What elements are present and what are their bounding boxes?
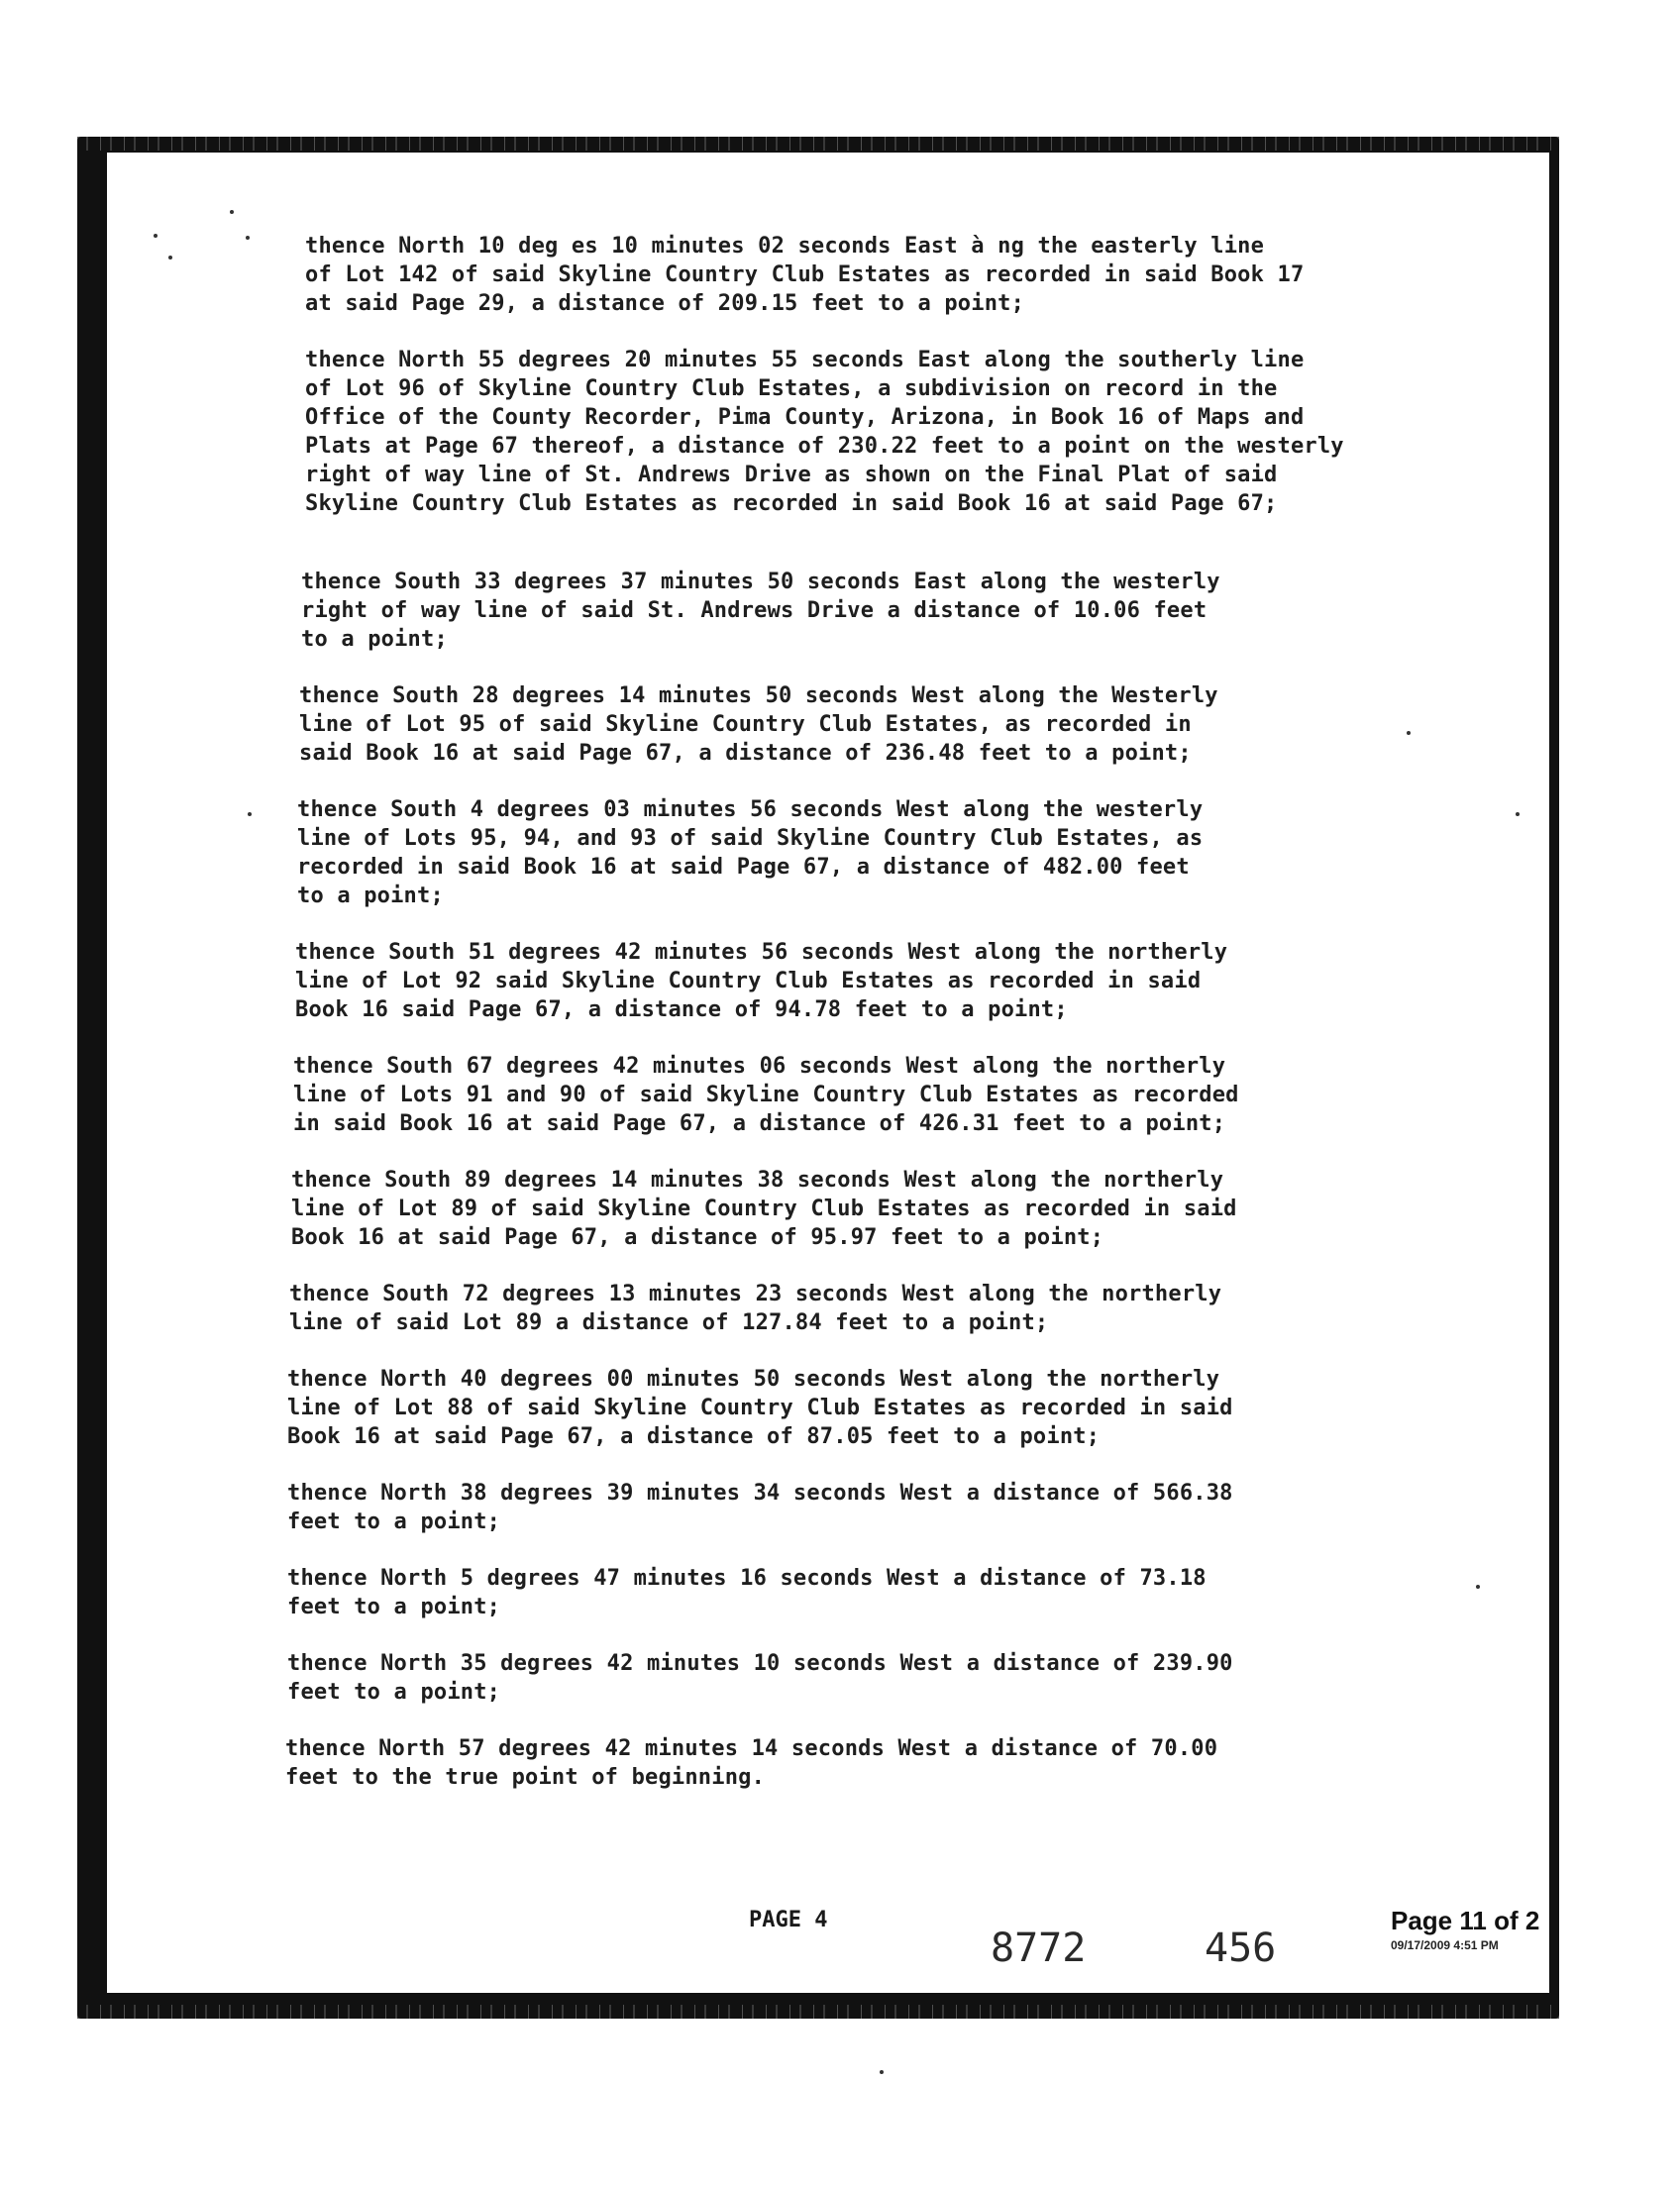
scan-speck xyxy=(880,2070,884,2074)
paragraph: thence North 10 deg es 10 minutes 02 seconds East à ng the easterly line of Lot 142 of said Skyline Country Club Estates as recorded in said Book 17 at said Page 29, a distance of 209.15 feet to a point; xyxy=(305,234,1305,316)
scan-speck xyxy=(1407,731,1411,735)
scan-border-bottom-noise xyxy=(77,2005,1559,2019)
paragraph: thence South 33 degrees 37 minutes 50 seconds East along the westerly right of way line of said St. Andrews Drive a distance of 10.06 feet to a point; xyxy=(301,570,1220,652)
scan-speck xyxy=(1516,812,1520,816)
scan-speck xyxy=(230,210,234,214)
paragraph: thence North 35 degrees 42 minutes 10 seconds West a distance of 239.90 feet to a point; xyxy=(287,1651,1233,1705)
paragraph: thence North 55 degrees 20 minutes 55 seconds East along the southerly line of Lot 96 of Skyline Country Club Estates, a subdivision on record in the Office of the County Recorder, Pima County, Arizona, in Book 16 of Maps and Plats at Page 67 thereof, a distance of 230.22 feet to a point on the westerly right of way line of St. Andrews Drive as shown on the Final Plat of said Skyline Country Club Estates as recorded in said Book 16 at said Page 67; xyxy=(305,348,1344,516)
recording-stamp-page: 456 xyxy=(1205,1926,1277,1971)
scan-speck xyxy=(168,256,172,260)
paragraph: thence South 28 degrees 14 minutes 50 seconds West along the Westerly line of Lot 95 of said Skyline Country Club Estates, as recorded in said Book 16 at said Page 67, a distance of 236.48 feet to a point; xyxy=(299,683,1218,766)
scan-border-top-noise xyxy=(77,137,1559,151)
timestamp: 09/17/2009 4:51 PM xyxy=(1391,1938,1499,1952)
paragraph: thence South 89 degrees 14 minutes 38 seconds West along the northerly line of Lot 89 of said Skyline Country Club Estates as recorded in said Book 16 at said Page 67, a distance of 95.97 feet to a point; xyxy=(291,1168,1237,1250)
scan-speck xyxy=(154,234,158,238)
legal-description-body xyxy=(285,232,1454,1820)
page-indicator: Page 11 of 2 xyxy=(1391,1906,1540,1935)
paragraph: thence North 38 degrees 39 minutes 34 seconds West a distance of 566.38 feet to a point; xyxy=(287,1481,1233,1534)
scan-speck xyxy=(248,812,252,816)
recording-stamp-docket: 8772 xyxy=(991,1926,1087,1971)
document-page xyxy=(107,153,1549,1993)
paragraph: thence South 67 degrees 42 minutes 06 seconds West along the northerly line of Lots 91 and 90 of said Skyline Country Club Estates as recorded in said Book 16 at said Page 67, a distance of 426.31 feet to a point; xyxy=(293,1054,1239,1136)
paragraph: thence South 51 degrees 42 minutes 56 seconds West along the northerly line of Lot 92 said Skyline Country Club Estates as recorded in said Book 16 said Page 67, a distance of 94.78 feet to a point; xyxy=(295,940,1228,1022)
paragraph: thence South 72 degrees 13 minutes 23 seconds West along the northerly line of said Lot 89 a distance of 127.84 feet to a point; xyxy=(289,1282,1222,1335)
paragraph: thence North 57 degrees 42 minutes 14 seconds West a distance of 70.00 feet to the true point of beginning. xyxy=(285,1736,1218,1790)
paragraph: thence North 40 degrees 00 minutes 50 seconds West along the northerly line of Lot 88 of said Skyline Country Club Estates as recorded in said Book 16 at said Page 67, a distance of 87.05 feet to a point; xyxy=(287,1367,1233,1449)
paragraph: thence South 4 degrees 03 minutes 56 seconds West along the westerly line of Lots 95, 94, and 93 of said Skyline Country Club Estates, as recorded in said Book 16 at said Page 67, a distance of 482.00 feet to a point; xyxy=(297,797,1204,908)
paragraph: thence North 5 degrees 47 minutes 16 seconds West a distance of 73.18 feet to a point; xyxy=(287,1566,1207,1619)
scan-speck xyxy=(1476,1585,1480,1589)
footer-page-label: PAGE 4 xyxy=(749,1908,828,1932)
scan-speck xyxy=(246,236,250,240)
page-indicator-block xyxy=(1391,1906,1539,1952)
